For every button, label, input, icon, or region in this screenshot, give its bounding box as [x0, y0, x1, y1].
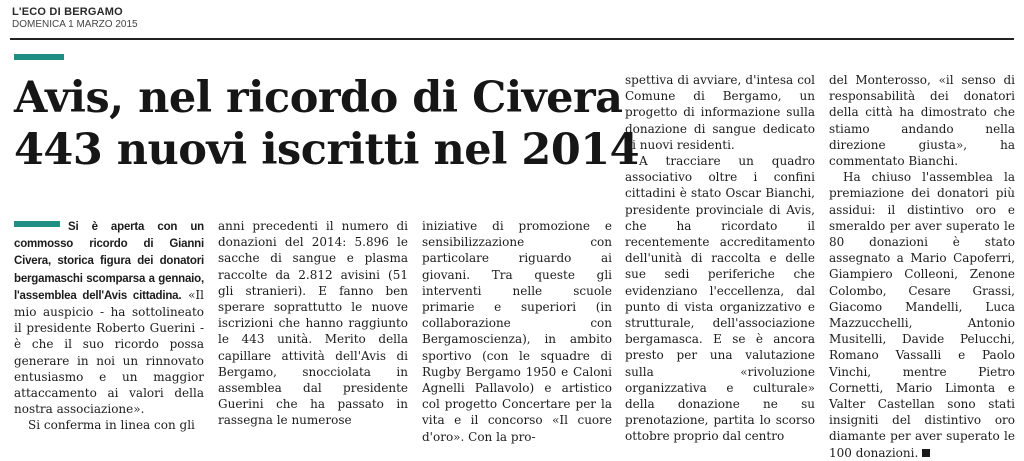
- publication-date: DOMENICA 1 MARZO 2015: [12, 19, 138, 30]
- col3-paragraph: iniziative di promozione e sensibilizzazione con particolare riguardo ai giovani. Tra queste gli interventi nelle scuole primarie e superiori (in collaborazione con Bergamoscienza), in ambito sportivo (con le squadre di Rugby Bergamo 1950 e Caloni Agnelli Pallavolo) e artistico col progetto Concertare per la vita e il concorso «Il cuore d'oro». Con la pro-: [422, 219, 612, 444]
- lede: Si è aperta con un commosso ricordo di Gianni Civera, storica figura dei donatori bergamaschi scomparsa a gennaio, l'assemblea dell'Avis cittadina.: [14, 221, 204, 302]
- headline-line-2: 443 nuovi iscritti nel 2014: [14, 125, 640, 175]
- column-4: [625, 72, 815, 445]
- masthead: [12, 6, 138, 30]
- headline-accent-bar: [14, 54, 64, 60]
- end-of-article-icon: [922, 449, 930, 457]
- newspaper-name: L'ECO DI BERGAMO: [12, 6, 123, 18]
- col5-paragraph-2: Ha chiuso l'assemblea la premiazione dei donatori più assidui: il distintivo oro e smeraldo per aver superato le 80 donazioni è stato assegnato a Mario Capoferri, Giampiero Colleoni, Zenone Colombo, Cesare Grassi, Giacomo Mandelli, Luca Mazzucchelli, Antonio Musitelli, Davide Pelucchi, Romano Vassalli e Paolo Vinchi, mentre Pietro Cornetti, Mario Limonta e Valter Castellan sono stati insigniti del distintivo oro diamante per aver superato le 100 donazioni.: [829, 170, 1015, 460]
- column-2: [218, 218, 408, 429]
- col4-paragraph-2: A tracciare un quadro associativo oltre i confini cittadini è stato Oscar Bianchi, presidente provinciale di Avis, che ha ricordato il recentemente accreditamento dell'unità di raccolta e delle sue sedi periferiche che evidenziano l'eccellenza, dal punto di vista organizzativo e strutturale, dell'associazione bergamasca. E se è ancora presto per una valutazione sulla «rivoluzione organizzativa e culturale» della donazione ne su prenotazione, partita lo scorso ottobre proprio dal centro: [625, 154, 815, 444]
- col1-paragraph-1: «Il mio auspicio - ha sottolineato il presidente Roberto Guerini - è che il suo ricordo possa generare in noi un rinnovato entusiasmo e un maggior attaccamento ai valori della nostra associazione».: [14, 287, 204, 417]
- headline: [14, 72, 640, 176]
- masthead-rule: [10, 38, 1014, 40]
- col2-paragraph: anni precedenti il numero di donazioni del 2014: 5.896 le sacche di sangue e plasma raccolte da 2.812 avisini (51 gli stranieri). E fanno ben sperare soprattutto le nuove iscrizioni che hanno raggiunto le 443 unità. Merito della capillare attività dell'Avis di Bergamo, snocciolata in assemblea dal presidente Guerini che ha passato in rassegna le numerose: [218, 219, 408, 428]
- column-3: [422, 218, 612, 445]
- column-5: [829, 72, 1015, 461]
- headline-line-1: Avis, nel ricordo di Civera: [14, 73, 623, 123]
- col4-paragraph-1: spettiva di avviare, d'intesa col Comune di Bergamo, un progetto di informazione sulla donazione di sangue dedicato ai nuovi residenti.: [625, 73, 815, 152]
- column-1: [14, 218, 204, 434]
- col1-paragraph-2: Si conferma in linea con gli: [28, 418, 195, 433]
- col5-paragraph-1: del Monterosso, «il senso di responsabilità dei donatori della città ha dimostrato che stiamo andando nella direzione giusta», ha commentato Bianchi.: [829, 73, 1015, 169]
